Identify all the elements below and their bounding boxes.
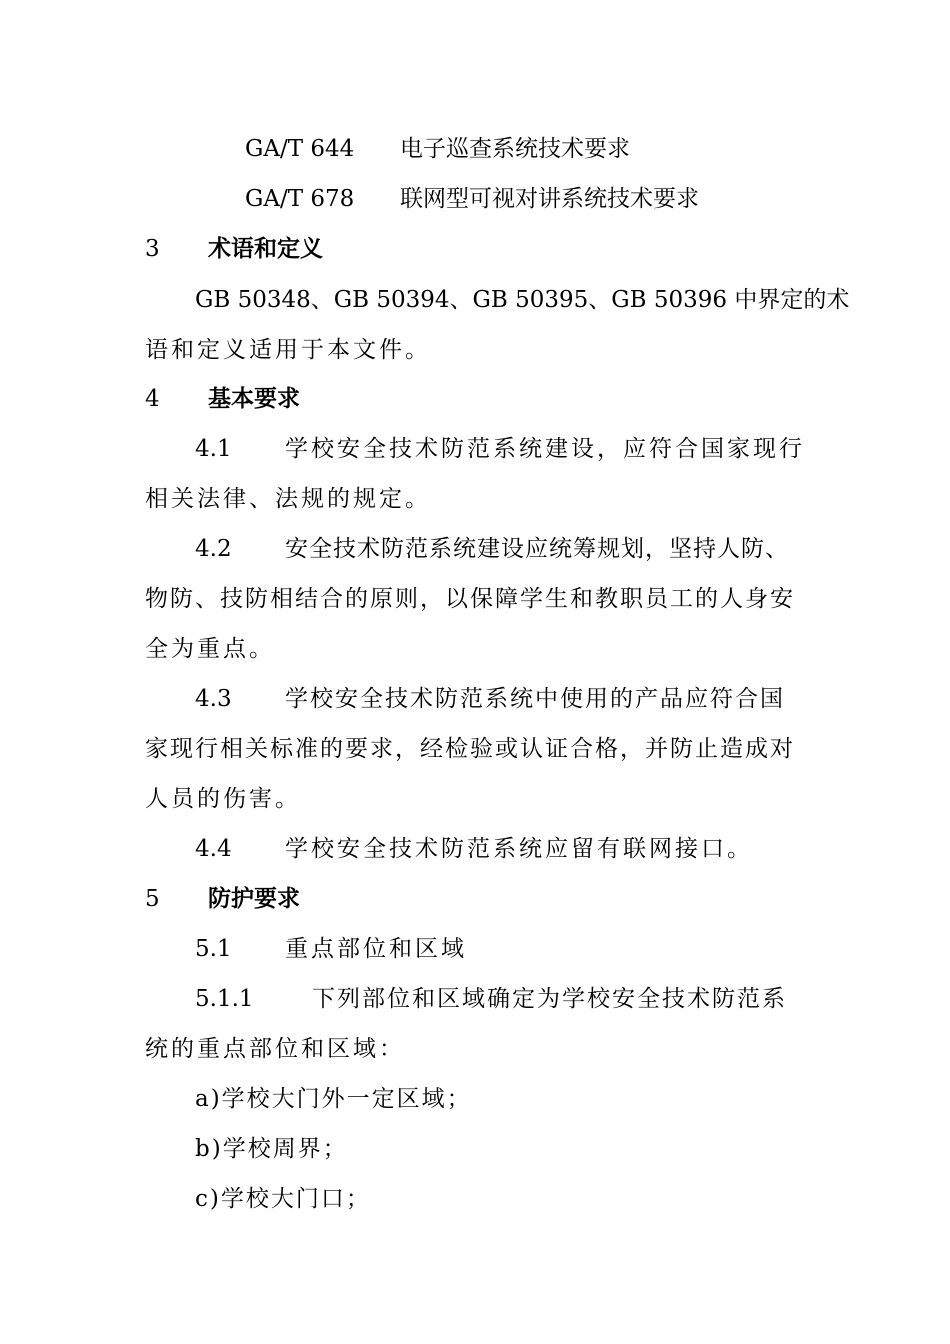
section-title: 防护要求 (208, 886, 300, 912)
clause-text: 学校安全技术防范系统应留有联网接口。 (285, 836, 753, 862)
subsection-number: 5.1 (195, 936, 232, 962)
section-title: 基本要求 (208, 386, 300, 412)
paragraph-line: GB 50348、GB 50394、GB 50395、GB 50396 中界定的术 (195, 287, 850, 313)
clause-line: 统的重点部位和区域： (145, 1036, 405, 1062)
reference-title: 联网型可视对讲系统技术要求 (400, 186, 699, 212)
reference-code: GA/T 644 (245, 136, 355, 162)
reference-item (245, 184, 699, 214)
clause-number: 4.4 (195, 836, 232, 862)
section-heading (145, 884, 300, 914)
clause-line (195, 834, 753, 864)
clause-text: 学校安全技术防范系统中使用的产品应符合国 (285, 686, 785, 712)
clause-line: 人员的伤害。 (145, 786, 301, 812)
clause-text: 下列部位和区域确定为学校安全技术防范系 (312, 986, 787, 1012)
list-item: c)学校大门口； (195, 1186, 371, 1212)
clause-line: 家现行相关标准的要求，经检验或认证合格，并防止造成对 (145, 736, 795, 762)
section-number: 5 (145, 886, 160, 912)
section-title: 术语和定义 (208, 236, 323, 262)
section-heading (145, 234, 323, 264)
clause-line: 物防、技防相结合的原则，以保障学生和教职员工的人身安 (145, 586, 795, 612)
reference-title: 电子巡查系统技术要求 (400, 136, 630, 162)
subsection-title: 重点部位和区域 (285, 936, 467, 962)
clause-line (195, 534, 789, 564)
clause-number: 4.2 (195, 536, 232, 562)
clause-line (195, 434, 805, 464)
reference-code: GA/T 678 (245, 186, 355, 212)
clause-number: 5.1.1 (195, 986, 254, 1012)
subsection-heading (195, 934, 467, 964)
section-number: 4 (145, 386, 160, 412)
paragraph-line: 语和定义适用于本文件。 (145, 337, 431, 363)
list-item: a)学校大门外一定区域； (195, 1086, 472, 1112)
clause-line: 相关法律、法规的规定。 (145, 486, 431, 512)
section-number: 3 (145, 236, 160, 262)
clause-number: 4.1 (195, 436, 232, 462)
section-heading (145, 384, 300, 414)
clause-line: 全为重点。 (145, 636, 275, 662)
list-item: b)学校周界； (195, 1136, 348, 1162)
clause-text: 学校安全技术防范系统建设，应符合国家现行 (285, 436, 805, 462)
clause-line (195, 984, 787, 1014)
clause-line (195, 684, 785, 714)
reference-item (245, 134, 630, 164)
clause-text: 安全技术防范系统建设应统筹规划，坚持人防、 (285, 536, 789, 562)
clause-number: 4.3 (195, 686, 232, 712)
